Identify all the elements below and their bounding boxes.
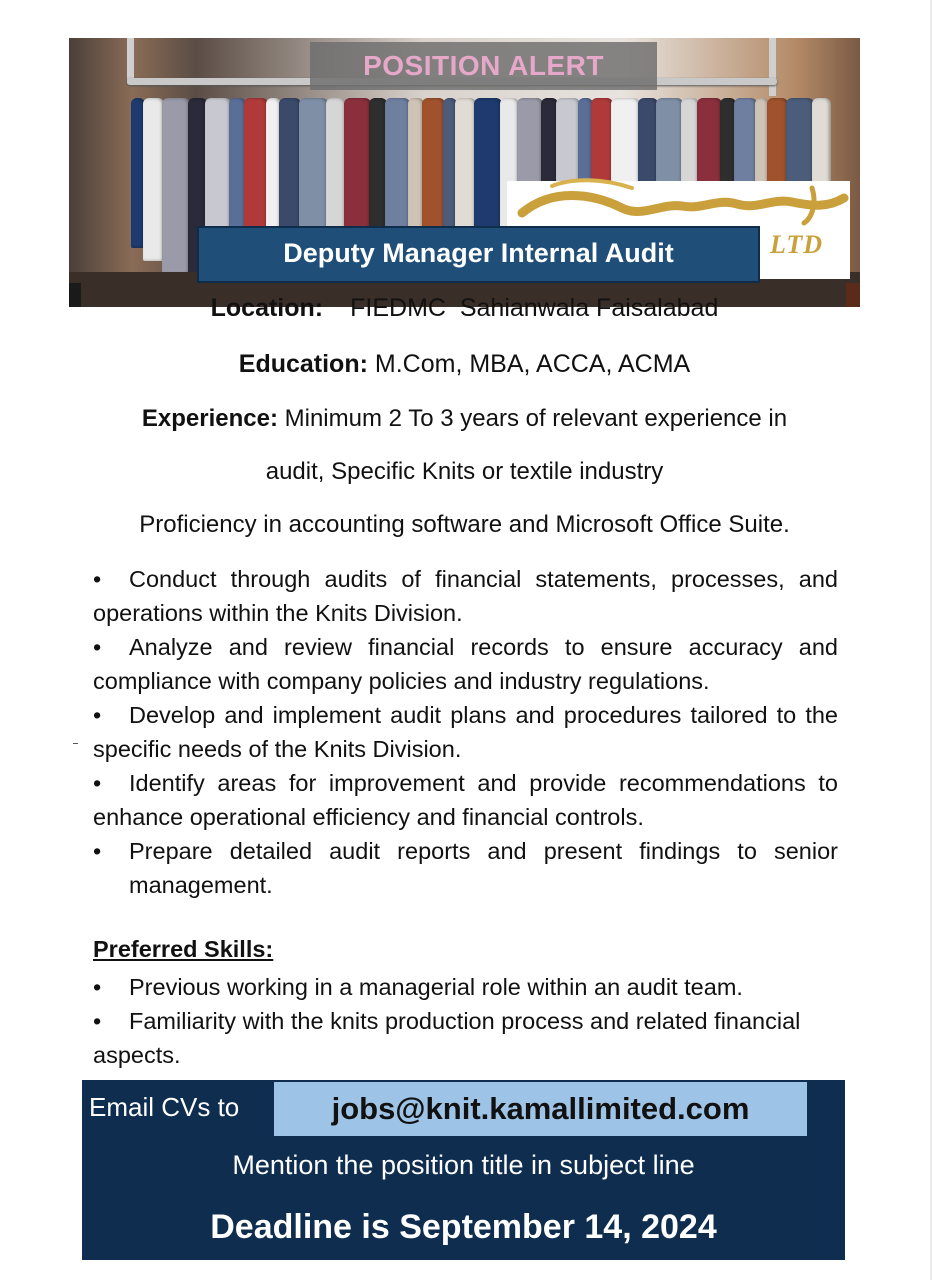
experience-line <box>69 405 860 433</box>
list-item: • Analyze and review financial records to ensure accuracy and compliance with company policies and industry regulations. <box>93 630 838 698</box>
bullet-icon: • <box>93 1008 102 1034</box>
location-value: FIEDMC Sahianwala Faisalabad <box>350 294 719 322</box>
garment <box>143 98 164 261</box>
garment <box>162 98 190 274</box>
preferred-skills-list <box>93 970 838 1072</box>
responsibilities-list <box>93 562 838 902</box>
experience-value: Minimum 2 To 3 years of relevant experience in <box>277 405 788 432</box>
list-item: • Develop and implement audit plans and procedures tailored to the specific needs of the Knits Division. <box>93 698 838 766</box>
bullet-icon: • <box>93 838 102 864</box>
list-item: • Familiarity with the knits production process and related financial aspects. <box>93 1004 838 1072</box>
list-item: • Prepare detailed audit reports and present findings to senior management. <box>93 834 838 902</box>
subject-instruction: Mention the position title in subject line <box>232 1150 695 1180</box>
experience-label: Experience: <box>141 405 278 432</box>
stray-mark <box>73 743 78 744</box>
list-item: • Conduct through audits of financial statements, processes, and operations within the Knits Division. <box>93 562 838 630</box>
company-logo-ltd: LTD <box>770 230 824 259</box>
position-alert-text: POSITION ALERT <box>363 50 604 81</box>
rack-post-right <box>769 38 776 96</box>
job-title: Deputy Manager Internal Audit <box>283 238 674 268</box>
bullet-icon: • <box>93 770 102 796</box>
preferred-skills-heading: Preferred Skills: <box>93 936 274 962</box>
deadline-text: Deadline is September 14, 2024 <box>210 1208 717 1246</box>
education-line <box>69 350 860 379</box>
experience-continuation: audit, Specific Knits or textile industry <box>265 458 664 485</box>
location-label: Location: <box>210 294 324 322</box>
education-label: Education: <box>238 350 368 378</box>
list-item: • Previous working in a managerial role within an audit team. <box>93 970 838 1004</box>
email-label: Email CVs to <box>89 1092 240 1122</box>
bullet-icon: • <box>93 566 102 592</box>
education-value: M.Com, MBA, ACCA, ACMA <box>367 350 691 378</box>
bullet-icon: • <box>93 974 102 1000</box>
location-line <box>69 294 860 323</box>
bullet-icon: • <box>93 702 102 728</box>
bullet-icon: • <box>93 634 102 660</box>
list-item: • Identify areas for improvement and provide recommendations to enhance operational efficiency and financial controls. <box>93 766 838 834</box>
proficiency-line: Proficiency in accounting software and Microsoft Office Suite. <box>139 511 790 538</box>
email-address-link[interactable]: jobs@knit.kamallimited.com <box>331 1091 750 1126</box>
